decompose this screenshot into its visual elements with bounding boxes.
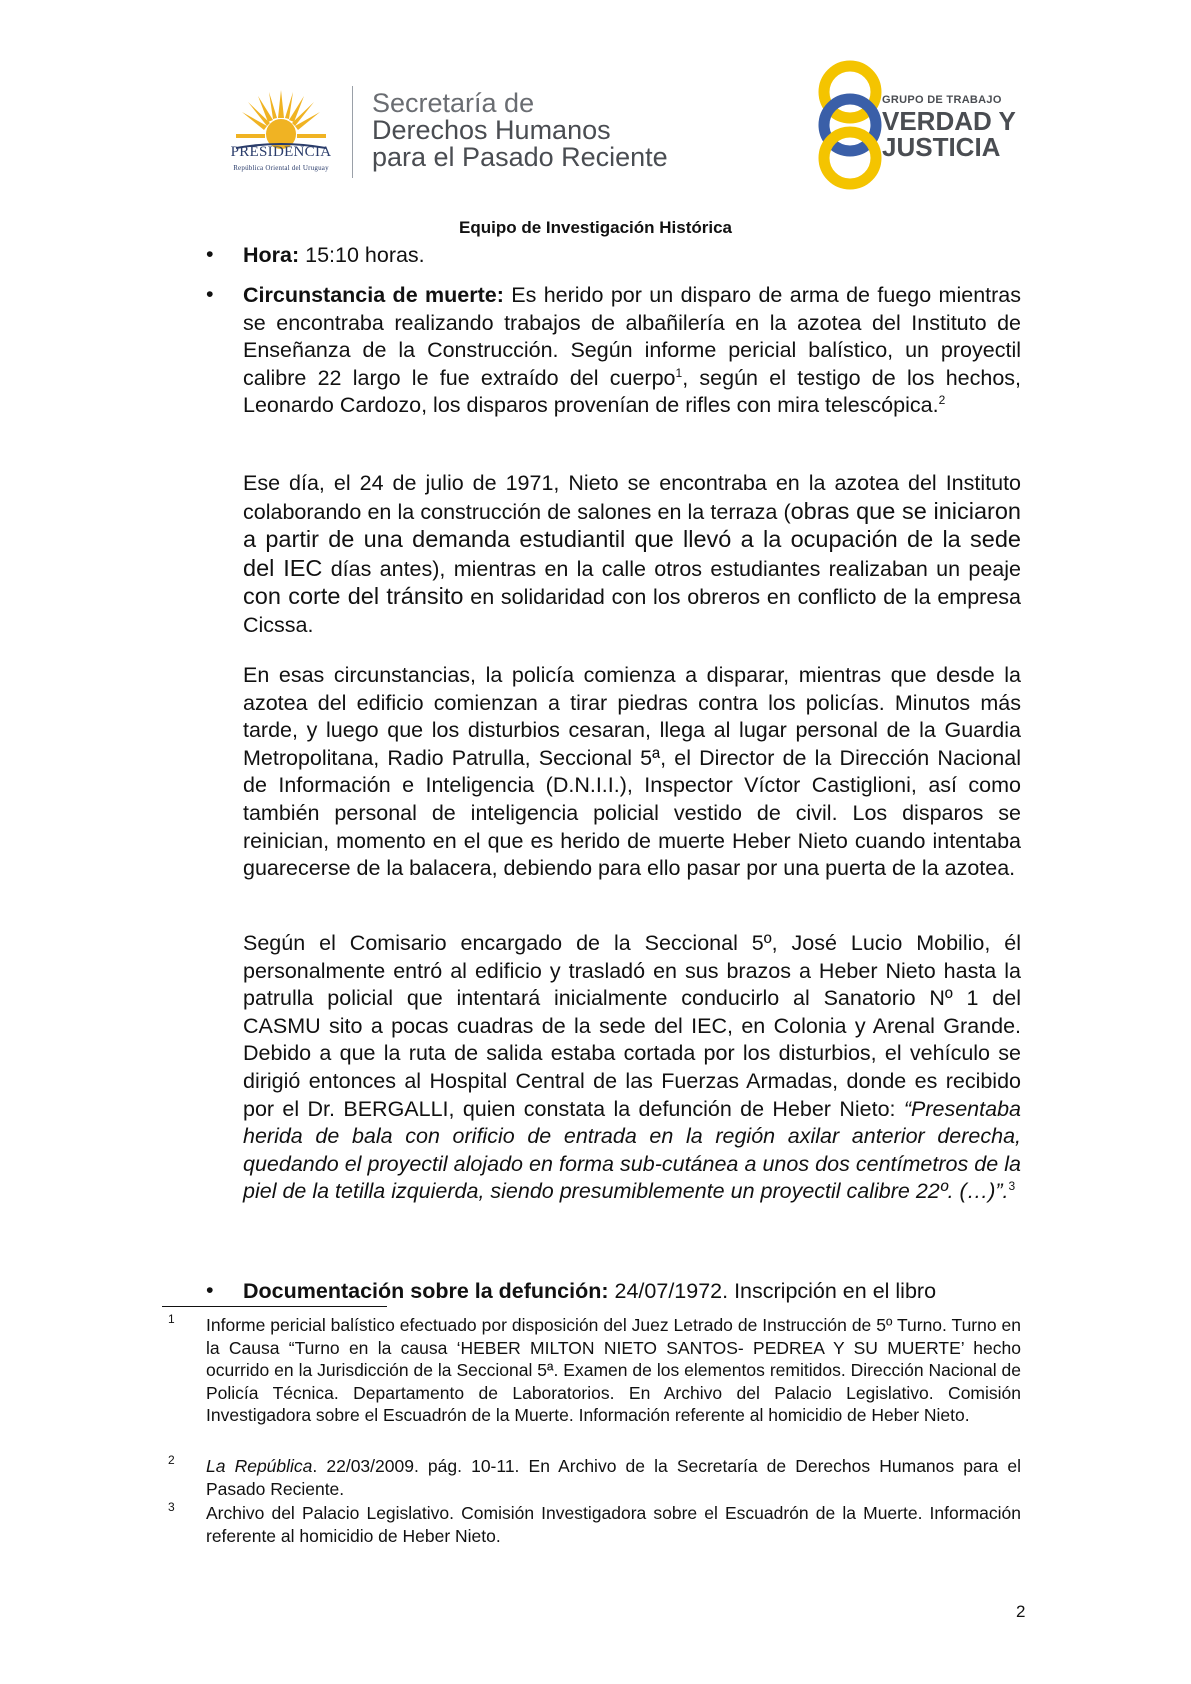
footnote-ref-2[interactable]: 2 bbox=[938, 393, 946, 408]
footnote-number-1: 1 bbox=[168, 1312, 175, 1326]
grupo-trabajo-text bbox=[882, 94, 1016, 160]
paragraph-3 bbox=[243, 930, 1021, 1206]
header-divider bbox=[352, 86, 353, 178]
grupo-line-2: VERDAD Y bbox=[882, 106, 1016, 136]
bullet-documentacion: • bbox=[206, 1278, 214, 1302]
hora-value: 15:10 horas. bbox=[299, 243, 425, 267]
item-documentacion bbox=[243, 1278, 1021, 1306]
secretaria-line-2: Derechos Humanos bbox=[372, 115, 611, 145]
circunstancia-label: Circunstancia de muerte: bbox=[243, 283, 504, 307]
paragraph-1-part-b: obras que se iniciaron a partir de una demanda estudiantil que llevó a la ocupación de la sede del IEC bbox=[243, 497, 1021, 581]
documentacion-value: 24/07/1972. Inscripción en el libro bbox=[608, 1279, 937, 1303]
team-heading: Equipo de Investigación Histórica bbox=[459, 218, 732, 237]
item-hora bbox=[243, 242, 1021, 270]
footnote-rule bbox=[162, 1306, 387, 1307]
page-number: 2 bbox=[1016, 1602, 1026, 1621]
footnote-2 bbox=[206, 1455, 1021, 1500]
paragraph-1 bbox=[243, 470, 1021, 640]
presidencia-title: PRESIDENCIA bbox=[230, 144, 332, 160]
paragraph-2: En esas circunstancias, la policía comienza a disparar, mientras que desde la azotea del edificio comienzan a tirar piedras contra los policías. Minutos más tarde, y luego que los disturbios cesaran, llega al lugar personal de la Guardia Metropolitana, Radio Patrulla, Seccional 5ª, el Director de la Dirección Nacional de Información e Inteligencia (D.N.I.I.), Inspector Víctor Castiglioni, así como también personal de inteligencia policial vestido de civil. Los disparos se reinician, momento en el que es herido de muerte Heber Nieto cuando intentaba guarecerse de la balacera, debiendo para ello pasar por una puerta de la azotea. bbox=[243, 663, 1021, 881]
footnote-2-text: . 22/03/2009. pág. 10-11. En Archivo de la Secretaría de Derechos Humanos para el Pasado Reciente. bbox=[206, 1456, 1021, 1499]
footnote-3: Archivo del Palacio Legislativo. Comisión Investigadora sobre el Escuadrón de la Muerte. Información referente al homicidio de Heber Nieto. bbox=[206, 1503, 1021, 1546]
footnote-number-2: 2 bbox=[168, 1453, 175, 1467]
circunstancia-text-a: Es herido por un disparo de arma de fuego mientras se encontraba realizando trabajos de albañilería en la azotea del Instituto de Enseñanza de la Construcción. Según informe pericial balístico, un proyectil calibre 22 largo le fue extraído del cuerpo bbox=[243, 283, 1021, 390]
footnote-ref-1[interactable]: 1 bbox=[675, 365, 683, 380]
bullet-hora: • bbox=[206, 242, 214, 266]
presidencia-subtitle: República Oriental del Uruguay bbox=[233, 164, 329, 172]
paragraph-1-part-a: Ese día, el 24 de julio de 1971, Nieto se encontraba en la azotea del Instituto colaborando en la construcción de salones en la terraza ( bbox=[243, 471, 1021, 524]
grupo-line-1: GRUPO DE TRABAJO bbox=[882, 94, 1002, 106]
grupo-line-3: JUSTICIA bbox=[882, 132, 1001, 162]
paragraph-3-text: Según el Comisario encargado de la Seccional 5º, José Lucio Mobilio, él personalmente entró al edificio y trasladó en sus brazos a Heber Nieto hasta la patrulla policial que intentará inicialmente conducirlo al Sanatorio Nº 1 del CASMU sito a pocas cuadras de la sede del IEC, en Colonia y Arenal Grande. Debido a que la ruta de salida estaba cortada por los disturbios, el vehículo se dirigió entonces al Hospital Central de las Fuerzas Armadas, donde es recibido por el Dr. BERGALLI, quien constata la defunción de Heber Nieto: bbox=[243, 931, 1021, 1121]
documentacion-label: Documentación sobre la defunción: bbox=[243, 1279, 609, 1303]
secretaria-line-3: para el Pasado Reciente bbox=[372, 142, 668, 172]
circunstancia-text-b: , según el testigo de los hechos, Leonardo Cardozo, los disparos provenían de rifles con mira telescópica. bbox=[243, 365, 1021, 418]
footnote-2-source: La República bbox=[206, 1456, 313, 1476]
bullet-circunstancia: • bbox=[206, 282, 214, 306]
paragraph-1-part-e: en solidaridad con los obreros en conflicto de la empresa Cicssa. bbox=[243, 585, 1021, 637]
presidencia-logo bbox=[196, 86, 356, 176]
paragraph-1-part-c: días antes), mientras en la calle otros estudiantes realizaban un peaje bbox=[322, 556, 1021, 581]
paragraph-3-quote: “Presentaba herida de bala con orificio de entrada en la región axilar anterior derecha, quedando el proyectil alojado en forma sub-cutánea a unos dos centímetros de la piel de la tetilla izquierda, siendo presumiblemente un proyectil calibre 22º. (…)”. bbox=[243, 1096, 1021, 1204]
footnote-ref-3[interactable]: 3 bbox=[1008, 1179, 1016, 1194]
paragraph-1-part-d: con corte del tránsito bbox=[243, 583, 464, 610]
footnote-1: Informe pericial balístico efectuado por disposición del Juez Letrado de Instrucción de 5º Turno. Turno en la Causa “Turno en la causa ‘HEBER MILTON NIETO SANTOS- PEDREA Y SU MUERTE’ hecho ocurrido en la Jurisdicción de la Seccional 5ª. Examen de los elementos remitidos. Dirección Nacional de Policía Técnica. Departamento de Laboratorios. En Archivo del Palacio Legislativo. Comisión Investigadora sobre el Escuadrón de la Muerte. Información referente al homicidio de Heber Nieto. bbox=[206, 1315, 1021, 1425]
secretaria-name bbox=[372, 90, 668, 171]
item-circunstancia bbox=[243, 282, 1021, 420]
hora-label: Hora: bbox=[243, 243, 300, 267]
secretaria-line-1: Secretaría de bbox=[372, 88, 535, 118]
footnote-number-3: 3 bbox=[168, 1500, 175, 1514]
